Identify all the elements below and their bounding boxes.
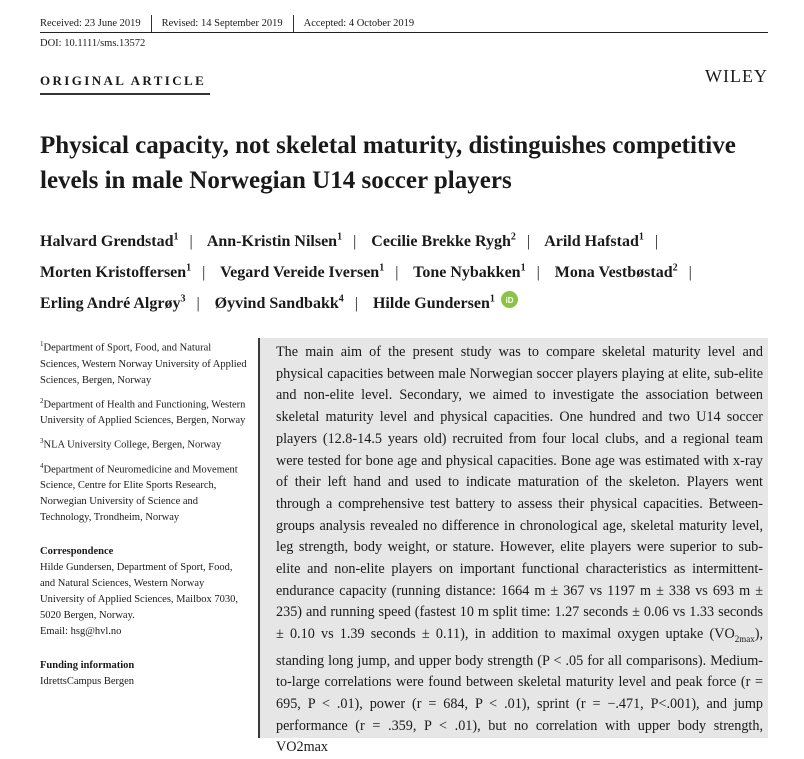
author: Erling André Algrøy$^3$ (40, 293, 186, 312)
publisher-logo: WILEY (705, 66, 768, 86)
svg-text:iD: iD (505, 296, 514, 306)
funding-heading: Funding information (40, 660, 135, 671)
abstract-text: The main aim of the present study was to compare skeletal maturity level and physical capacities between male Norwegian soccer players playing at elite, sub-elite and non-elite level. Secondary, we aimed to investigate the association between skeletal maturity level and physical capacities. One hundred and two U14 soccer players (12.8-14.5 years old) recruited from four local clubs, and a regional team were tested for bone age and physical capacities. Bone age was estimated with x-ray of their left hand and used to indicate maturation of the skeleton. Players went through a comprehensive test battery to assess their physical capacities. Between-groups analysis revealed no difference in chronological age, skeletal maturity level, leg strength, body weight, or stature. However, elite players were superior to sub-elite and non-elite players on important functional characteristics as intermittent-endurance capacity (running distance: 1664 m ± 367 vs 1197 m ± 338 vs 693 m ± 235) and running speed (fastest 10 m split time: 1.27 seconds ± 0.06 vs 1.33 seconds ± 0.10 vs 1.39 seconds ± 0.11), in addition to maximal oxygen uptake $(VO_{2max})$, standing long jump, and upper body strength (P < .05 for all comparisons). Medium-to-large correlations were found between skeletal maturity level and peak force (r = 695, P < .01), power (r = 684, P < .01), sprint (r = −.471, P<.001), and jump performance (r = .359, P < .01), but no correlation with upper body strength, VO2max (276, 344, 763, 756)
author: Hilde Gundersen$^1$ (372, 293, 495, 312)
author: Arild Hafstad$^1$ (544, 232, 644, 251)
author: Halvard Grendstad$^1$ (40, 232, 179, 251)
section-label: ORIGINAL ARTICLE (40, 73, 207, 88)
section-underline (40, 93, 210, 95)
author: Tone Nybakken$^1$ (413, 262, 526, 282)
author: Morten Kristoffersen$^1$ (40, 262, 192, 282)
abstract-box (258, 338, 768, 756)
divider (151, 15, 152, 32)
divider (293, 15, 294, 32)
doi[interactable]: DOI: 10.1111/sms.13572 (40, 38, 146, 49)
author-list: Halvard Grendstad$^1$ | Ann-Kristin Nilsen$^1$ | Cecilie Brekke Rygh$^2$ | Arild Hafstad$^1$ | Morten Kristoffersen$^1$ | Vegard Vereide Iversen$^1$ | Tone Nybakken$^1$ | Mona Vestbøstad$^2$ | Erling André Algrøy$^3$ | Øyvind Sandbakk$^4$ | Hilde Gundersen$^1$ iD (40, 225, 780, 318)
affiliation: $^1$Department of Sport, Food, and Natural Sciences, Western Norway University of Applied Sciences, Bergen, Norway (40, 340, 247, 386)
affiliation: $^3$NLA University College, Bergen, Norway (40, 437, 222, 451)
author: Øyvind Sandbakk$^4$ (214, 293, 344, 312)
header-rule (40, 32, 768, 33)
accepted-date: Accepted: 4 October 2019 (303, 18, 415, 29)
author: Ann-Kristin Nilsen$^1$ (206, 232, 343, 251)
correspondence-heading: Correspondence (40, 546, 114, 557)
article-title: Physical capacity, not skeletal maturity, distinguishes competitive levels in male Norwegian U14 soccer players (40, 132, 736, 194)
article-history (40, 15, 414, 32)
affiliation: $^4$Department of Neuromedicine and Movement Science, Centre for Elite Sports Research, Norwegian University of Science and Technology, Trondheim, Norway (40, 461, 238, 523)
author: Cecilie Brekke Rygh$^2$ (371, 232, 516, 251)
orcid-icon[interactable] (501, 291, 518, 318)
correspondence-text: Hilde Gundersen, Department of Sport, Food, and Natural Sciences, Western Norway University of Applied Sciences, Mailbox 7030, 5020 Bergen, Norway. (40, 562, 239, 621)
funding-text: IdrettsCampus Bergen (40, 676, 134, 687)
received-date: Received: 23 June 2019 (40, 18, 141, 29)
revised-date: Revised: 14 September 2019 (161, 18, 283, 29)
author: Vegard Vereide Iversen$^1$ (220, 262, 385, 282)
correspondence-email[interactable]: Email: hsg@hvl.no (40, 626, 122, 637)
affiliation: $^2$Department of Health and Functioning, Western University of Applied Sciences, Bergen, Norway (40, 396, 246, 426)
sidebar (40, 336, 250, 690)
author: Mona Vestbøstad$^2$ (554, 262, 678, 282)
